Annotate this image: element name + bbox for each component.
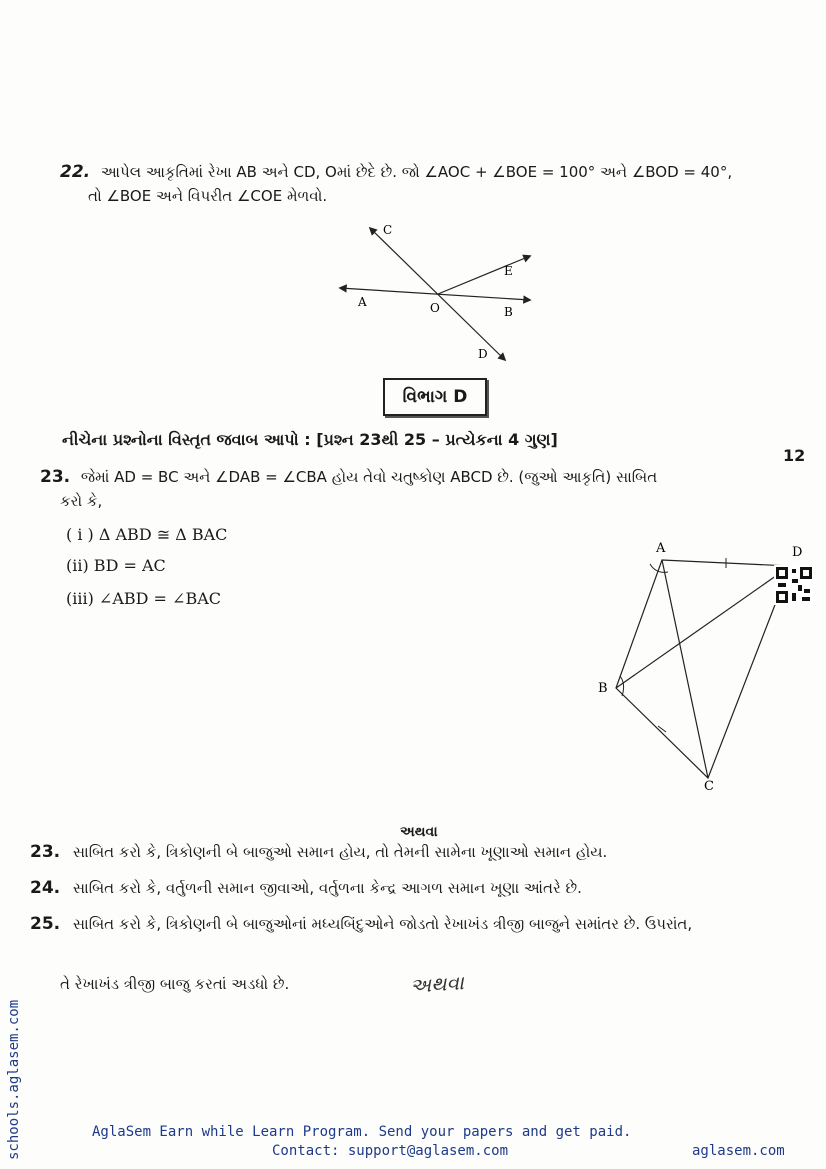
label-c: C <box>383 223 393 237</box>
question-23-line-2: કરો કે, <box>60 492 103 510</box>
question-23-part-ii: (ii) BD = AC <box>66 556 166 575</box>
alternative-25 <box>30 912 810 936</box>
footer-line-1: AglaSem Earn while Learn Program. Send your papers and get paid. <box>92 1124 632 1140</box>
alt-number: 25. <box>30 914 61 934</box>
instructions: નીચેના પ્રશ્નોના વિસ્તૃત જવાબ આપો : [પ્રશ્ન 23થી 25 – પ્રત્યેકના 4 ગુણ] <box>62 430 558 449</box>
footer-site-link[interactable]: aglasem.com <box>692 1143 785 1159</box>
question-23-part-i: ( i ) Δ ABD ≅ Δ BAC <box>66 525 228 544</box>
qr-code-graphic <box>774 565 814 605</box>
question-22-line-2: તો ∠BOE અને વિપરીત ∠COE મેળવો. <box>88 187 328 205</box>
alt-number: 23. <box>30 842 61 862</box>
question-number: 23. <box>40 467 71 487</box>
alternative-23 <box>30 840 810 864</box>
alternative-24 <box>30 876 810 900</box>
section-marks: 12 <box>783 446 806 465</box>
line-ab <box>340 288 530 300</box>
side-watermark: schools.aglasem.com <box>6 999 22 1160</box>
alt-text: સાબિત કરો કે, ત્રિકોણની બે બાજુઓનાં મધ્યબિંદુઓને જોડતો રેખાખંડ ત્રીજી બાજુને સમાંતર છે. ઉપરાંત, <box>72 915 693 933</box>
label-b: B <box>504 305 513 319</box>
label-d: D <box>792 545 803 560</box>
alt-text: સાબિત કરો કે, વર્તુળની સમાન જીવાઓ, વર્તુળના કેન્દ્ર આગળ સમાન ખૂણા આંતરે છે. <box>72 879 582 897</box>
or-label: અથવા <box>400 824 438 840</box>
footer-contact[interactable]: Contact: support@aglasem.com <box>272 1143 509 1159</box>
question-22 <box>60 160 820 208</box>
label-a: A <box>656 541 666 556</box>
label-b: B <box>598 681 608 696</box>
question-23-line-1 <box>40 465 810 489</box>
alt-number: 24. <box>30 878 61 898</box>
label-d: D <box>478 347 488 361</box>
label-e: E <box>504 264 513 278</box>
alt-text: સાબિત કરો કે, ત્રિકોણની બે બાજુઓ સમાન હોય, તો તેમની સામેના ખૂણાઓ સમાન હોય. <box>72 843 608 861</box>
ray-oe <box>438 256 530 294</box>
alternative-25-line-2: તે રેખાખંડ ત્રીજી બાજુ કરતાં અડધો છે. <box>60 975 290 993</box>
label-a: A <box>358 295 367 309</box>
diagonal-bd <box>616 566 790 688</box>
question-number: 22. <box>60 162 91 182</box>
line-cd <box>370 228 505 360</box>
label-o: O <box>430 301 440 315</box>
handwritten-note: અથવા <box>409 970 465 998</box>
section-d-heading: વિભાગ D <box>383 378 487 416</box>
diagonal-ac <box>662 560 708 778</box>
figure-intersecting-lines <box>330 220 550 370</box>
qr-code <box>774 565 814 605</box>
question-23-part-iii: (iii) ∠ABD = ∠BAC <box>66 589 222 608</box>
question-23-text: જેમાં AD = BC અને ∠DAB = ∠CBA હોય તેવો ચતુષ્કોણ ABCD છે. (જુઓ આકૃતિ) સાબિત <box>80 468 658 486</box>
question-22-text: આપેલ આકૃતિમાં રેખા AB અને CD, Oમાં છેદે છે. જો ∠AOC + ∠BOE = 100° અને ∠BOD = 40°, <box>100 163 733 181</box>
label-c: C <box>704 779 714 794</box>
question-22-line-1 <box>60 160 820 184</box>
question-23 <box>40 465 810 513</box>
